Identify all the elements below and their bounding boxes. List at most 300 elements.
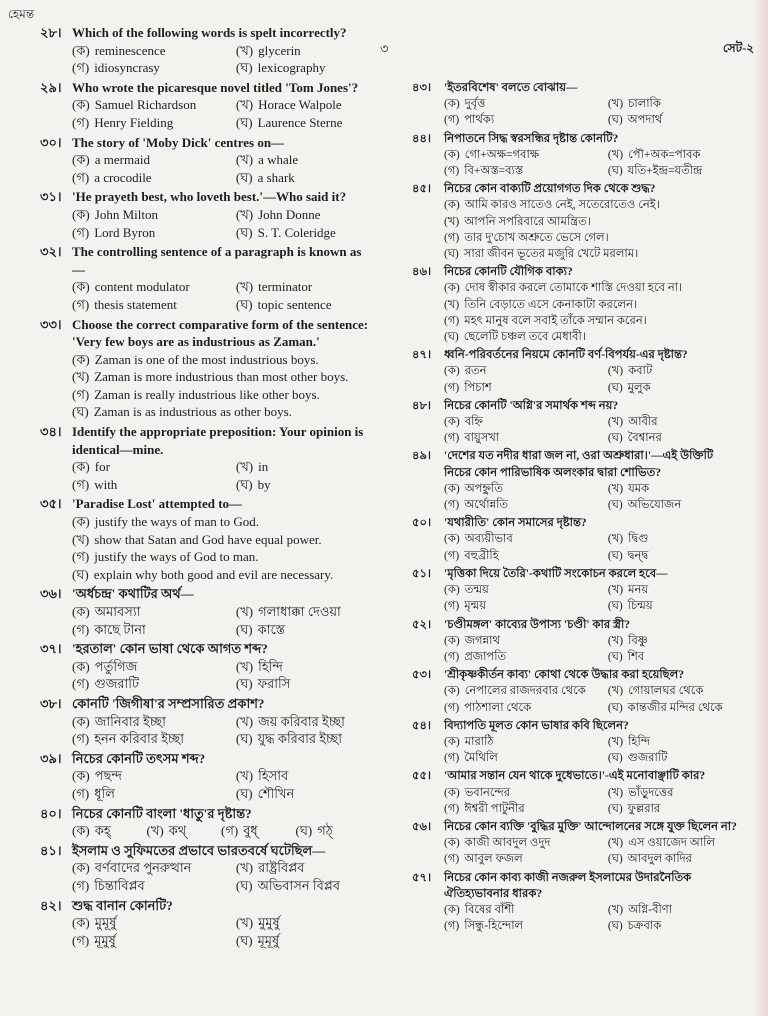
question-number: ৫২। <box>412 618 432 631</box>
option-text: মূমূর্ষু <box>257 932 280 948</box>
option-label: (ক) <box>444 148 460 161</box>
options-group <box>72 713 370 748</box>
option-text: Zaman is one of the most industrious boys. <box>94 351 319 367</box>
answer-option <box>236 224 370 242</box>
question-text: 'হরতাল' কোন ভাষা থেকে আগত শব্দ? <box>72 641 268 657</box>
option-text: with <box>94 476 118 492</box>
question-text: নিপাতনে সিদ্ধ স্বরসন্ধির দৃষ্টান্ত কোনটি? <box>444 132 619 145</box>
question-number: ২৮। <box>40 25 62 40</box>
answer-option <box>608 851 742 867</box>
option-label: (ঘ) <box>235 296 253 312</box>
answer-option <box>608 835 742 851</box>
answer-option <box>72 169 236 187</box>
option-label: (গ) <box>444 381 460 394</box>
option-label: (ঘ) <box>607 165 623 178</box>
option-text: কাজী আবদুল ওদুদ <box>464 837 551 850</box>
options-group <box>72 151 370 186</box>
option-label: (খ) <box>235 206 254 222</box>
option-label: (গ) <box>72 731 90 747</box>
option-text: তার দু'চোখ অশ্রুতে ভেসে গেল। <box>464 231 609 244</box>
answer-option <box>608 598 742 614</box>
left-column <box>40 24 370 951</box>
answer-option <box>236 713 370 731</box>
question-number: ৪৮। <box>412 399 432 412</box>
question-number: ৪৫। <box>412 183 432 196</box>
option-label: (ক) <box>444 199 460 212</box>
answer-option <box>444 380 608 396</box>
option-label: (খ) <box>235 604 254 619</box>
option-label: (গ) <box>72 476 90 492</box>
question-number: ৩৯। <box>40 750 62 766</box>
answer-option <box>296 822 371 840</box>
option-label: (খ) <box>607 98 624 111</box>
question-item <box>40 243 370 313</box>
question-text: নিচের কোন ব্যক্তি 'বুদ্ধির মুক্তি' আন্দোলনের সঙ্গে যুক্ত ছিলেন না? <box>444 820 737 833</box>
option-label: (ক) <box>72 279 90 295</box>
question-item <box>412 398 742 447</box>
option-text: পছন্দ <box>94 768 122 784</box>
options-group <box>72 513 370 583</box>
options-group <box>444 414 742 446</box>
option-text: terminator <box>258 279 313 295</box>
option-text: মারাঠি <box>464 735 494 748</box>
option-text: আপনি সপরিবারে আমন্ত্রিত। <box>464 215 591 228</box>
option-text: Zaman is more industrious than most other boys. <box>94 369 349 385</box>
option-text: চিন্তাবিপ্লব <box>94 877 145 893</box>
option-label: (ঘ) <box>235 877 253 893</box>
options-group <box>444 96 742 128</box>
option-label: (গ) <box>444 549 460 562</box>
option-text: content modulator <box>94 279 190 295</box>
answer-option <box>444 683 608 699</box>
question-text: নিচের কোনটি 'অগ্নি'র সমার্থক শব্দ নয়? <box>444 399 619 412</box>
option-text: আবদুল কাদির <box>627 853 692 866</box>
answer-option <box>444 633 608 649</box>
answer-option <box>72 368 370 386</box>
answer-option <box>444 414 608 430</box>
option-label: (গ) <box>444 432 460 445</box>
answer-option <box>72 566 370 584</box>
answer-option <box>608 414 742 430</box>
option-label: (গ) <box>72 932 90 948</box>
question-text: ইসলাম ও সুফিমতের প্রভাবে ভারতবর্ষে ঘটেছিল— <box>72 842 326 858</box>
answer-option <box>608 683 742 699</box>
option-label: (ঘ) <box>295 823 313 839</box>
question-item <box>412 870 742 935</box>
options-group <box>444 481 742 513</box>
options-group <box>72 658 370 693</box>
option-label: (খ) <box>72 531 90 547</box>
option-text: বি+অস্ত=ব্যস্ত <box>464 165 524 178</box>
option-label: (খ) <box>607 634 624 647</box>
option-text: মুমূর্ষু <box>94 915 117 931</box>
option-text: মুমুর্ষু <box>258 915 280 931</box>
options-group <box>444 280 742 345</box>
option-text: কাস্তে <box>257 621 286 637</box>
option-text: হনন করিবার ইচ্ছা <box>94 731 184 747</box>
question-text: 'অর্ধচন্দ্র' কথাটির অর্থ— <box>72 586 194 602</box>
question-text: Choose the correct comparative form of the sentence: 'Very few boys are as industrious as Zaman.' <box>72 316 369 350</box>
option-label: (গ) <box>72 676 90 692</box>
answer-option <box>72 914 236 932</box>
option-label: (গ) <box>444 314 460 327</box>
answer-option <box>444 230 742 246</box>
option-label: (ক) <box>72 915 90 931</box>
answer-option <box>608 582 742 598</box>
option-label: (ক) <box>72 351 90 367</box>
answer-option <box>72 114 236 132</box>
question-text: 'যথারীতি' কোন সমাসের দৃষ্টান্ত? <box>444 517 587 530</box>
question-number: ৩২। <box>40 244 62 260</box>
option-label: (খ) <box>607 365 624 378</box>
answer-option <box>72 785 236 803</box>
question-item <box>412 617 742 666</box>
answer-option <box>72 675 236 693</box>
answer-option <box>608 700 742 716</box>
options-group <box>444 197 742 262</box>
answer-option <box>236 658 370 676</box>
option-text: topic sentence <box>257 296 332 312</box>
options-group <box>72 206 370 241</box>
question-number: ৩৬। <box>40 586 62 602</box>
answer-option <box>236 785 370 803</box>
option-label: (গ) <box>444 853 460 866</box>
option-label: (ক) <box>72 713 90 729</box>
question-item <box>412 718 742 767</box>
option-text: বায়ুসখা <box>464 432 500 445</box>
option-text: ফরাসি <box>257 676 291 692</box>
answer-option <box>444 246 742 262</box>
answer-option <box>608 430 742 446</box>
option-label: (গ) <box>72 296 90 312</box>
option-label: (ক) <box>444 634 460 647</box>
question-item <box>40 423 370 493</box>
option-label: (ক) <box>444 903 460 916</box>
option-label: (গ) <box>72 224 90 240</box>
option-text: বহুব্রীহি <box>464 549 499 562</box>
option-label: (ঘ) <box>607 853 623 866</box>
question-item <box>40 695 370 748</box>
option-label: (ঘ) <box>607 650 623 663</box>
option-text: Laurence Sterne <box>257 114 343 130</box>
option-label: (গ) <box>444 701 460 714</box>
option-text: a shark <box>257 169 295 185</box>
answer-option <box>236 96 370 114</box>
option-label: (ক) <box>72 42 90 58</box>
option-label: (ঘ) <box>607 432 623 445</box>
option-label: (ঘ) <box>72 566 89 582</box>
option-text: যমক <box>628 482 650 495</box>
option-label: (ক) <box>444 482 460 495</box>
option-text: পার্থক্য <box>464 114 495 127</box>
option-text: দোষ স্বীকার করলে তোমাকে শাস্তি দেওয়া হবে না। <box>464 282 683 295</box>
option-label: (ক) <box>72 459 90 475</box>
question-number: ৫৫। <box>412 770 432 783</box>
option-label: (গ) <box>444 920 460 933</box>
option-text: দ্বিগু <box>628 533 649 546</box>
option-text: justify the ways of God to man. <box>94 549 259 565</box>
answer-option <box>236 42 370 60</box>
option-text: John Milton <box>94 206 158 222</box>
option-label: (ক) <box>444 735 460 748</box>
answer-option <box>236 151 370 169</box>
option-text: a crocodile <box>94 169 152 185</box>
question-text: নিচের কোন বাক্যটি প্রয়োগগত দিক থেকে শুদ্ধ? <box>444 183 656 196</box>
options-group <box>444 363 742 395</box>
answer-option <box>444 163 608 179</box>
question-item <box>412 768 742 817</box>
question-number: ৪৩। <box>412 82 432 94</box>
option-label: (খ) <box>607 786 624 799</box>
option-text: মৃন্ময় <box>464 600 487 613</box>
question-number: ৪০। <box>40 805 62 821</box>
option-label: (খ) <box>235 97 254 113</box>
options-group <box>444 531 742 563</box>
option-text: বর্ণবাদের পুনরুত্থান <box>94 860 192 876</box>
question-item <box>412 566 742 615</box>
options-group <box>72 458 370 493</box>
option-label: (খ) <box>235 459 254 475</box>
question-item <box>40 188 370 241</box>
option-text: কবাট <box>628 365 653 378</box>
question-item <box>40 805 370 840</box>
question-number: ৫৭। <box>412 871 432 884</box>
question-text: নিচের কোন কাব্য কাজী নজরুল ইসলামের উদারনৈতিক ঐতিহ্যভাবনার ধারক? <box>444 871 692 900</box>
option-text: কথ্ <box>168 823 187 839</box>
option-label: (খ) <box>607 584 624 597</box>
option-text: চক্রবাক <box>627 920 662 933</box>
option-label: (ঘ) <box>607 499 623 512</box>
question-item <box>40 750 370 803</box>
option-text: সিন্ধু-হিন্দোল <box>464 920 524 933</box>
answer-option <box>444 582 608 598</box>
answer-option <box>444 363 608 379</box>
answer-option <box>72 621 236 639</box>
option-label: (গ) <box>444 231 460 244</box>
option-text: idiosyncrasy <box>94 60 160 76</box>
option-text: মনয় <box>628 584 649 597</box>
question-item <box>412 448 742 513</box>
question-number: ৫৬। <box>412 820 432 833</box>
answer-option <box>444 750 608 766</box>
option-text: অগ্নি-বীণা <box>628 903 673 916</box>
option-text: মূমুর্ষু <box>94 932 116 948</box>
answer-option <box>236 932 370 950</box>
question-number: ৩৩। <box>40 316 62 332</box>
answer-option <box>236 296 370 314</box>
question-number: ২৯। <box>40 79 62 95</box>
answer-option <box>72 877 236 895</box>
option-label: (ক) <box>72 768 90 784</box>
option-label: (খ) <box>235 860 254 876</box>
option-text: শৌখিন <box>257 785 295 801</box>
question-number: ৪৬। <box>412 266 432 279</box>
answer-option <box>444 214 742 230</box>
answer-option <box>72 351 370 369</box>
option-label: (খ) <box>146 823 164 839</box>
option-label: (ক) <box>72 152 90 168</box>
option-text: অভিবাসন বিপ্লব <box>257 877 340 893</box>
answer-option <box>444 531 608 547</box>
question-item <box>412 667 742 716</box>
option-label: (ঘ) <box>235 60 253 76</box>
options-group <box>444 633 742 665</box>
answer-option <box>236 603 370 621</box>
option-text: অভিযোজন <box>627 499 682 512</box>
right-column <box>412 80 742 936</box>
answer-option <box>444 801 608 817</box>
option-text: a whale <box>258 152 299 168</box>
answer-option <box>608 380 742 396</box>
option-text: গলাধাক্কা দেওয়া <box>258 604 341 619</box>
answer-option <box>608 497 742 513</box>
option-label: (খ) <box>72 369 90 385</box>
options-group <box>72 42 370 77</box>
option-label: (খ) <box>607 148 624 161</box>
option-label: (ক) <box>444 837 460 850</box>
question-number: ৩৫। <box>40 496 62 512</box>
option-text: যতি+ইন্দ্র=যতীন্দ্র <box>627 165 703 178</box>
option-text: হিসাব <box>258 768 289 784</box>
answer-option <box>72 658 236 676</box>
option-label: (ক) <box>444 416 460 429</box>
question-item <box>40 79 370 132</box>
option-text: জগন্নাথ <box>464 634 500 647</box>
answer-option <box>444 280 742 296</box>
option-text: প্রজাপতি <box>464 650 507 663</box>
option-text: মৈথিলি <box>464 752 498 765</box>
option-label: (ক) <box>72 823 90 839</box>
answer-option <box>72 513 370 531</box>
answer-option <box>444 734 608 750</box>
question-number: ৪৭। <box>412 349 432 362</box>
question-number: ৪৪। <box>412 132 432 145</box>
question-item <box>412 131 742 180</box>
answer-option <box>236 114 370 132</box>
answer-option <box>236 621 370 639</box>
options-group <box>444 683 742 715</box>
answer-option <box>72 713 236 731</box>
option-label: (ঘ) <box>235 224 253 240</box>
answer-option <box>608 633 742 649</box>
question-item <box>40 640 370 693</box>
answer-option <box>444 902 608 918</box>
option-label: (ঘ) <box>235 932 253 948</box>
answer-option <box>608 96 742 112</box>
question-item <box>412 819 742 868</box>
option-text: জানিবার ইচ্ছা <box>94 713 166 729</box>
option-text: তন্ময় <box>464 584 489 597</box>
page-number: ৩ <box>380 41 389 56</box>
option-text: গুজরাটি <box>627 752 668 765</box>
question-item <box>40 585 370 638</box>
option-label: (ক) <box>72 97 90 113</box>
option-label: (ক) <box>444 533 460 546</box>
option-text: গো+অক্ষ=গবাক্ষ <box>464 148 540 161</box>
question-number: ৫০। <box>412 517 432 530</box>
answer-option <box>72 224 236 242</box>
option-text: Samuel Richardson <box>94 97 197 113</box>
option-label: (খ) <box>444 298 460 311</box>
answer-option <box>608 163 742 179</box>
question-number: ৫১। <box>412 567 432 580</box>
answer-option <box>444 598 608 614</box>
option-text: শিব <box>627 650 645 663</box>
option-label: (খ) <box>235 768 254 784</box>
options-group <box>444 147 742 179</box>
answer-option <box>444 918 608 934</box>
answer-option <box>236 767 370 785</box>
answer-option <box>236 169 370 187</box>
question-text: ধ্বনি-পরিবর্তনের নিয়মে কোনটি বর্ণ-বিপর্যয়-এর দৃষ্টান্ত? <box>444 349 688 362</box>
option-text: ফুল্লরার <box>627 802 661 815</box>
option-label: (গ) <box>72 877 90 893</box>
question-text: নিচের কোনটি তৎসম শব্দ? <box>72 750 206 766</box>
question-number: ৫৪। <box>412 719 432 732</box>
question-number: ৩৪। <box>40 424 62 440</box>
question-number: ৫৩। <box>412 669 432 682</box>
answer-option <box>72 730 236 748</box>
answer-option <box>236 59 370 77</box>
option-label: (ক) <box>72 860 90 876</box>
answer-option <box>444 548 608 564</box>
page-edge-shadow <box>754 0 768 1016</box>
answer-option <box>608 785 742 801</box>
answer-option <box>608 531 742 547</box>
answer-option <box>608 902 742 918</box>
question-number: ৩১। <box>40 189 62 205</box>
answer-option <box>72 59 236 77</box>
option-label: (গ) <box>444 114 460 127</box>
options-group <box>444 734 742 766</box>
question-item <box>40 495 370 583</box>
option-label: (খ) <box>235 42 254 58</box>
options-group <box>444 835 742 867</box>
option-text: Zaman is as industrious as other boys. <box>93 404 292 420</box>
option-label: (গ) <box>72 785 90 801</box>
answer-option <box>608 112 742 128</box>
question-text: কোনটি 'জিগীষা'র সম্প্রসারিত প্রকাশ? <box>72 695 265 711</box>
option-text: যুদ্ধ করিবার ইচ্ছা <box>257 731 343 747</box>
option-label: (খ) <box>235 713 254 729</box>
question-text: Who wrote the picaresque novel titled 'Tom Jones'? <box>72 79 359 95</box>
set-label: সেট-২ <box>722 41 754 55</box>
option-text: সারা জীবন ভূতের মজুরি খেটে মরলাম। <box>463 248 639 261</box>
question-item <box>412 347 742 396</box>
question-item <box>412 515 742 564</box>
option-text: রাষ্ট্রবিপ্লব <box>258 860 305 876</box>
option-label: (খ) <box>444 215 460 228</box>
option-text: গোয়ালঘর থেকে <box>628 685 704 698</box>
option-label: (গ) <box>444 802 460 815</box>
answer-option <box>444 313 742 329</box>
question-text: The story of 'Moby Dick' centres on— <box>72 134 285 150</box>
answer-option <box>608 548 742 564</box>
question-number: ৩৭। <box>40 641 62 657</box>
option-text: পিচাশ <box>464 381 492 394</box>
question-text: 'আমার সন্তান যেন থাকে দুধেভাতে।'-এই মনোবাঞ্ছাটি কার? <box>444 770 706 783</box>
answer-option <box>236 730 370 748</box>
question-number: ৩০। <box>40 134 62 150</box>
option-label: (ক) <box>444 685 460 698</box>
answer-option <box>444 197 742 213</box>
option-text: তিনি বেড়াতে এসে কেনাকাটা করলেন। <box>464 298 638 311</box>
options-group <box>444 785 742 817</box>
option-label: (খ) <box>607 735 624 748</box>
option-label: (ঘ) <box>235 169 253 185</box>
option-label: (খ) <box>235 279 254 295</box>
question-text: 'মৃত্তিকা দিয়ে তৈরি'-কথাটি সংকোচন করলে হবে— <box>444 567 668 580</box>
